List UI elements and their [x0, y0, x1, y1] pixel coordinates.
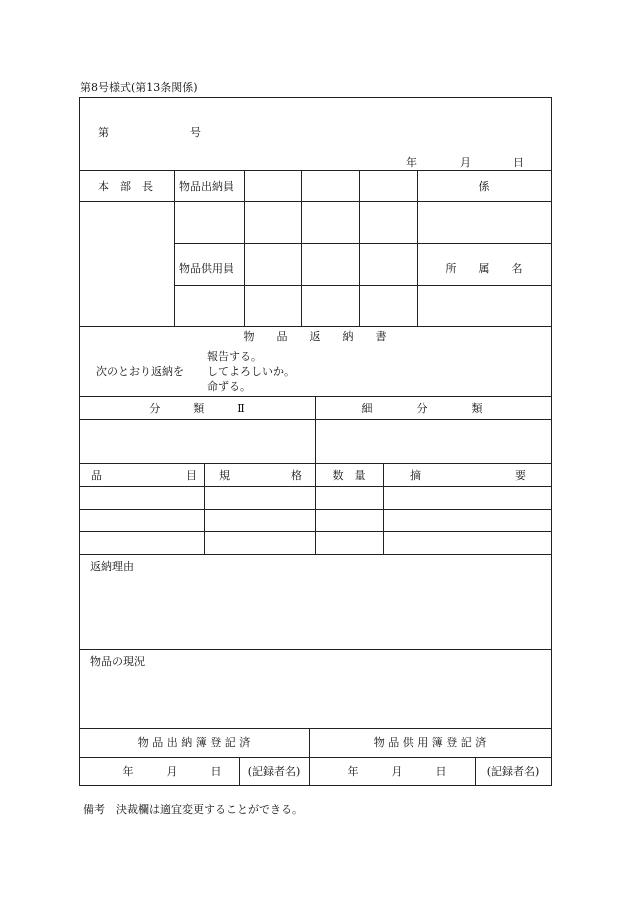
- items-header-hin: 品: [91, 469, 102, 482]
- table-row: [80, 532, 551, 553]
- number-suffix: 号: [190, 126, 201, 139]
- ledger-kyoyo-registered: 物 品 供 用 簿 登 記 済: [373, 736, 487, 749]
- date-month-label: 月: [460, 156, 471, 169]
- number-prefix: 第: [98, 126, 109, 139]
- kyoyoin-label: 物品供用員: [179, 262, 234, 275]
- table-row: [80, 510, 551, 530]
- document-title: 物 品 返 納 書: [243, 330, 387, 343]
- suitouin-label: 物品出納員: [179, 180, 234, 193]
- option-order: 命ずる。: [207, 380, 251, 393]
- honbucho-label: 本 部 長: [98, 180, 153, 193]
- items-header-yo: 要: [515, 469, 526, 482]
- shozokumei-label: 所 属 名: [445, 262, 523, 275]
- date-day-label: 日: [513, 156, 524, 169]
- item-status-label: 物品の現況: [90, 655, 145, 668]
- ledger-kyoyo-recorder: (記録者名): [486, 765, 540, 778]
- items-header-moku: 目: [186, 469, 197, 482]
- remarks-note: 備考 決裁欄は適宜変更することができる。: [83, 803, 303, 816]
- option-report: 報告する。: [207, 350, 262, 363]
- ledger-kyoyo-date: 年 月 日: [347, 765, 447, 778]
- items-header-teki: 摘: [410, 469, 421, 482]
- items-header-quantity: 数 量: [332, 469, 366, 482]
- return-reason-label: 返納理由: [90, 560, 134, 573]
- option-ask: してよろしいか。: [207, 365, 295, 378]
- ledger-suitou-registered: 物 品 出 納 簿 登 記 済: [137, 736, 251, 749]
- classification-header: 分 類 Ⅱ: [149, 402, 245, 415]
- date-year-label: 年: [406, 156, 417, 169]
- items-header-ki: 規: [219, 469, 230, 482]
- table-row: [80, 487, 551, 508]
- items-header-kaku: 格: [291, 469, 302, 482]
- kakari-label: 係: [478, 180, 490, 193]
- ledger-suitou-recorder: (記録者名): [247, 765, 301, 778]
- ledger-suitou-date: 年 月 日: [122, 765, 222, 778]
- lead-text: 次のとおり返納を: [96, 365, 184, 378]
- subclassification-header: 細 分 類: [361, 402, 483, 415]
- form-title: 第8号様式(第13条関係): [80, 81, 198, 94]
